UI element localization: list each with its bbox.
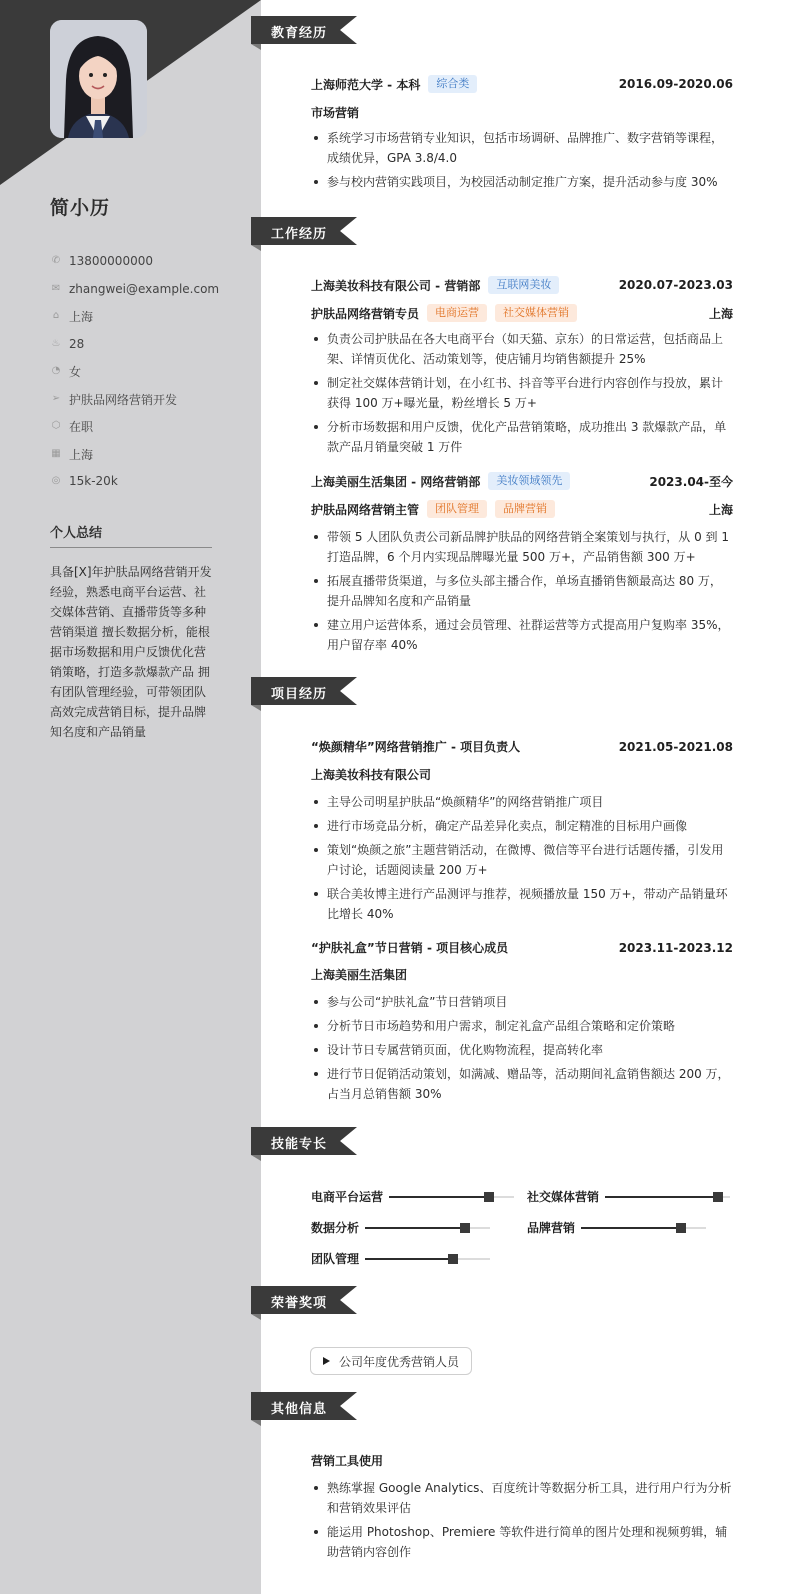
project-org: 上海美妆科技有限公司	[311, 768, 432, 782]
list-item: 策划“焕颜之旅”主题营销活动，在微博、微信等平台进行话题传播，引发用户讨论，话题阅读量 200 万+	[311, 840, 733, 880]
work-header	[311, 472, 733, 490]
list-item: 参与公司“护肤礼盒”节日营销项目	[311, 992, 733, 1012]
skill-name: 品牌营销	[527, 1221, 576, 1235]
work-position: 护肤品网络营销专员	[311, 306, 420, 321]
age-text: 28	[69, 337, 85, 351]
play-icon	[323, 1357, 330, 1365]
other-title: 营销工具使用	[311, 1454, 384, 1468]
gender-text: 女	[69, 364, 82, 379]
project-bullets	[311, 992, 733, 1108]
list-item: 熟练掌握 Google Analytics、百度统计等数据分析工具，进行用户行为分析和营销效果评估	[311, 1478, 733, 1518]
send-icon: ➢	[51, 393, 61, 404]
phone-icon: ✆	[51, 255, 61, 266]
award-badge	[310, 1347, 472, 1375]
profile-name: 简小历	[50, 197, 111, 219]
other-bullets	[311, 1478, 733, 1566]
work-bullets	[311, 329, 733, 461]
skill-bar-fill	[365, 1258, 453, 1260]
list-item: 进行市场竞品分析，确定产品差异化卖点，制定精准的目标用户画像	[311, 816, 733, 836]
skill-name: 社交媒体营销	[527, 1190, 600, 1204]
skill-tag: 品牌营销	[495, 500, 555, 518]
skill-bar	[581, 1227, 706, 1229]
location-text: 上海	[69, 309, 94, 324]
work-company: 上海美妆科技有限公司 - 营销部	[311, 278, 481, 293]
skill-tag: 电商运营	[427, 304, 487, 322]
skill-bar	[389, 1196, 514, 1198]
work-period: 2020.07-2023.03	[618, 278, 733, 292]
section-title: 其他信息	[271, 1402, 328, 1417]
skill-tag: 社交媒体营销	[495, 304, 577, 322]
education-tag: 综合类	[428, 75, 477, 93]
skill-item	[527, 1219, 706, 1236]
project-title: “焕颜精华”网络营销推广 - 项目负责人	[311, 740, 521, 754]
target-city-text: 上海	[69, 447, 94, 462]
education-bullets	[311, 128, 733, 196]
skill-item	[311, 1188, 514, 1205]
work-position-row	[311, 500, 733, 518]
list-item: 系统学习市场营销专业知识，包括市场调研、品牌推广、数字营销等课程，成绩优异，GPA 3.8/4.0	[311, 128, 733, 168]
section-header-education	[251, 16, 357, 44]
summary-title: 个人总结	[50, 522, 212, 548]
skill-item	[311, 1250, 490, 1267]
skill-bar	[365, 1258, 490, 1260]
project-header	[311, 939, 733, 956]
section-header-projects	[251, 677, 357, 705]
list-item: 分析节日市场趋势和用户需求，制定礼盒产品组合策略和定价策略	[311, 1016, 733, 1036]
skill-bar-fill	[389, 1196, 489, 1198]
coin-icon: ◎	[51, 475, 61, 486]
work-tag: 互联网美妆	[488, 276, 559, 294]
work-tag: 美妆领域领先	[488, 472, 570, 490]
skill-bar-fill	[605, 1196, 718, 1198]
home-icon: ⌂	[52, 310, 60, 321]
status-icon: ⬡	[51, 420, 61, 431]
skill-bar-fill	[365, 1227, 465, 1229]
mail-icon: ✉	[51, 283, 61, 294]
work-position: 护肤品网络营销主管	[311, 502, 420, 517]
work-city: 上海	[708, 502, 733, 517]
skill-name: 数据分析	[311, 1221, 360, 1235]
skill-bar-fill	[581, 1227, 681, 1229]
section-header-other	[251, 1392, 357, 1420]
list-item: 带领 5 人团队负责公司新品牌护肤品的网络营销全案策划与执行，从 0 到 1 打造品牌，6 个月内实现品牌曝光量 500 万+，产品销售额 300 万+	[311, 527, 733, 567]
skill-item	[311, 1219, 490, 1236]
section-title: 工作经历	[271, 227, 328, 242]
list-item: 参与校内营销实践项目，为校园活动制定推广方案，提升活动参与度 30%	[311, 172, 733, 192]
salary-text: 15k-20k	[69, 474, 118, 488]
education-school: 上海师范大学 - 本科	[311, 77, 421, 92]
building-icon: ▦	[51, 448, 61, 459]
project-header	[311, 738, 733, 755]
project-title: “护肤礼盒”节日营销 - 项目核心成员	[311, 941, 509, 955]
section-title: 荣誉奖项	[271, 1296, 328, 1311]
list-item: 主导公司明星护肤品“焕颜精华”的网络营销推广项目	[311, 792, 733, 812]
list-item: 负责公司护肤品在各大电商平台（如天猫、京东）的日常运营，包括商品上架、详情页优化、活动策划等，使店铺月均销售额提升 25%	[311, 329, 733, 369]
list-item: 设计节日专属营销页面，优化购物流程，提高转化率	[311, 1040, 733, 1060]
section-title: 项目经历	[271, 687, 328, 702]
list-item: 建立用户运营体系，通过会员管理、社群运营等方式提高用户复购率 35%，用户留存率 40%	[311, 615, 733, 655]
section-header-work	[251, 217, 357, 245]
work-position-row	[311, 304, 733, 322]
project-period: 2023.11-2023.12	[618, 940, 733, 955]
skill-name: 电商平台运营	[311, 1190, 384, 1204]
project-period: 2021.05-2021.08	[618, 739, 733, 754]
summary-text: 具备[X]年护肤品网络营销开发经验，熟悉电商平台运营、社交媒体营销、直播带货等多种营销渠道 擅长数据分析，能根据市场数据和用户反馈优化营销策略，打造多款爆款产品 拥有团队管理经验，可带领团队高效完成营销目标，提升品牌知名度和产品销量	[50, 565, 212, 739]
education-header	[311, 75, 733, 93]
skill-bar	[365, 1227, 490, 1229]
section-title: 技能专长	[271, 1137, 328, 1152]
target-job-text: 护肤品网络营销开发	[69, 392, 178, 407]
skill-bar-knob	[448, 1254, 458, 1264]
gender-icon: ◔	[51, 365, 61, 376]
phone-text: 13800000000	[69, 254, 153, 268]
email-text: zhangwei@example.com	[69, 282, 220, 296]
list-item: 拓展直播带货渠道，与多位头部主播合作，单场直播销售额最高达 80 万，提升品牌知名度和产品销量	[311, 571, 733, 611]
list-item: 能运用 Photoshop、Premiere 等软件进行简单的图片处理和视频剪辑，辅助营销内容创作	[311, 1522, 733, 1562]
project-org: 上海美丽生活集团	[311, 968, 408, 982]
status-text: 在职	[69, 419, 94, 434]
list-item: 进行节日促销活动策划，如满减、赠品等，活动期间礼盒销售额达 200 万，占当月总销售额 30%	[311, 1064, 733, 1104]
list-item: 分析市场数据和用户反馈，优化产品营销策略，成功推出 3 款爆款产品，单款产品月销量突破 1 万件	[311, 417, 733, 457]
skill-bar	[605, 1196, 730, 1198]
education-period: 2016.09-2020.06	[618, 77, 733, 91]
skill-bar-knob	[676, 1223, 686, 1233]
skill-bar-knob	[460, 1223, 470, 1233]
work-company: 上海美丽生活集团 - 网络营销部	[311, 474, 481, 489]
skill-bar-knob	[713, 1192, 723, 1202]
work-header	[311, 276, 733, 294]
project-bullets	[311, 792, 733, 928]
award-text: 公司年度优秀营销人员	[339, 1354, 460, 1369]
section-title: 教育经历	[271, 26, 328, 41]
work-bullets	[311, 527, 733, 659]
list-item: 联合美妆博主进行产品测评与推荐，视频播放量 150 万+，带动产品销量环比增长 40%	[311, 884, 733, 924]
section-header-honors	[251, 1286, 357, 1314]
cake-icon: ♨	[51, 338, 61, 349]
skill-bar-knob	[484, 1192, 494, 1202]
skill-item	[527, 1188, 730, 1205]
education-major: 市场营销	[311, 106, 360, 120]
work-city: 上海	[708, 306, 733, 321]
skill-tag: 团队管理	[427, 500, 487, 518]
section-header-skills	[251, 1127, 357, 1155]
skill-name: 团队管理	[311, 1252, 360, 1266]
list-item: 制定社交媒体营销计划，在小红书、抖音等平台进行内容创作与投放，累计获得 100 万+曝光量，粉丝增长 5 万+	[311, 373, 733, 413]
work-period: 2023.04-至今	[649, 474, 733, 489]
